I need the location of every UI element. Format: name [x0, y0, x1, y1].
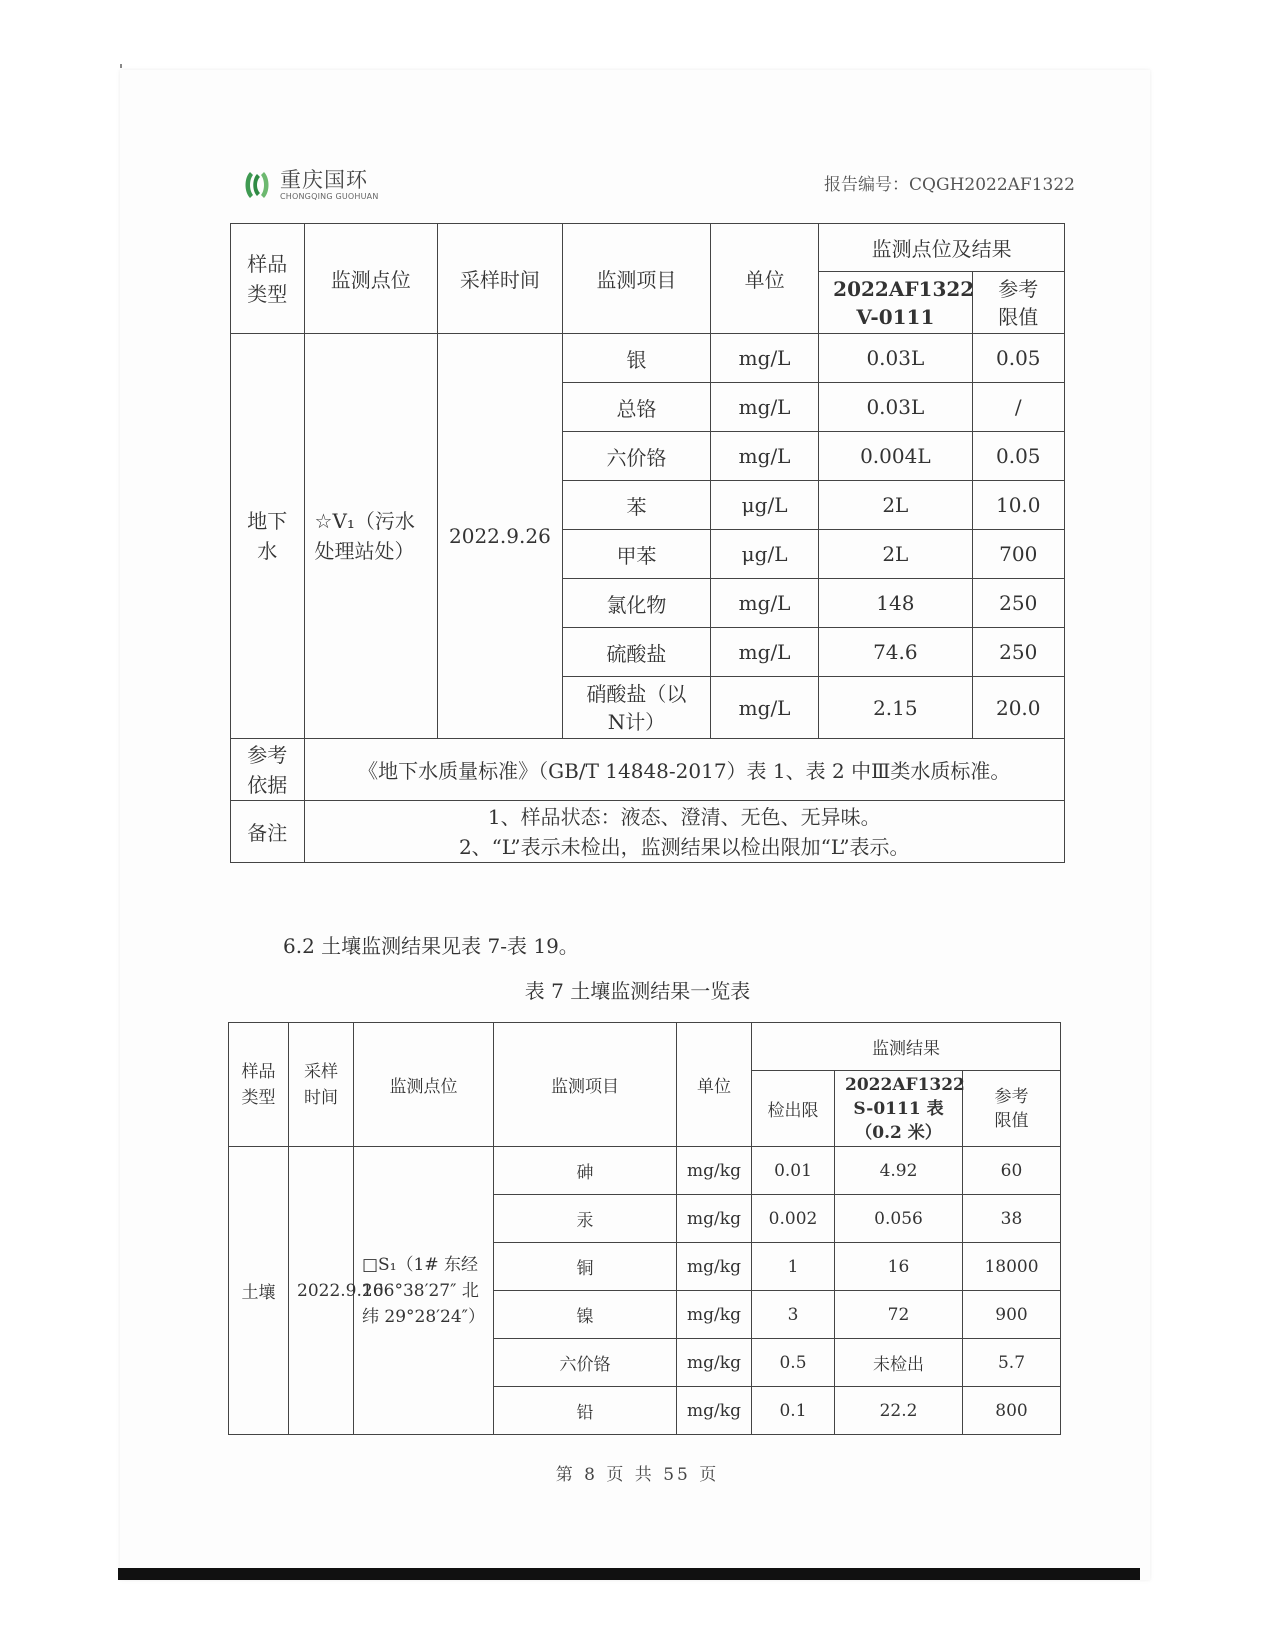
unit-cell: mg/L	[710, 628, 818, 677]
th-unit: 单位	[677, 1023, 752, 1147]
item-cell: 铜	[494, 1243, 677, 1291]
point-cell: □S₁（1# 东经 106°38′27″ 北纬 29°28′24″）	[354, 1147, 494, 1435]
item-cell: 苯	[562, 481, 710, 530]
unit-cell: μg/L	[710, 530, 818, 579]
item-cell: 银	[562, 334, 710, 383]
note-label: 备注	[231, 801, 305, 863]
th-ref-limit: 参考限值	[972, 272, 1064, 334]
time-cell: 2022.9.26	[437, 334, 562, 739]
value-cell: 0.03L	[819, 383, 972, 432]
unit-cell: mg/L	[710, 677, 818, 739]
unit-cell: mg/kg	[677, 1339, 752, 1387]
limit-cell: 0.05	[972, 334, 1064, 383]
sample-type-cell: 地下水	[231, 334, 305, 739]
unit-cell: μg/L	[710, 481, 818, 530]
dl-cell: 3	[752, 1291, 835, 1339]
limit-cell: 250	[972, 579, 1064, 628]
value-cell: 2L	[819, 481, 972, 530]
th-sample-type: 样品类型	[231, 224, 305, 334]
unit-cell: mg/L	[710, 334, 818, 383]
th-sample-id: 2022AF1322 V-0111	[819, 272, 972, 334]
th-ref-limit: 参考限值	[963, 1071, 1061, 1147]
dl-cell: 0.5	[752, 1339, 835, 1387]
th-results: 监测结果	[752, 1023, 1061, 1071]
limit-cell: 38	[963, 1195, 1061, 1243]
table-caption: 表 7 土壤监测结果一览表	[524, 979, 751, 1003]
value-cell: 16	[835, 1243, 963, 1291]
dl-cell: 0.002	[752, 1195, 835, 1243]
th-detect-limit: 检出限	[752, 1071, 835, 1147]
value-cell: 2L	[819, 530, 972, 579]
value-cell: 0.056	[835, 1195, 963, 1243]
limit-cell: /	[972, 383, 1064, 432]
point-cell: ☆V₁（污水处理站处）	[304, 334, 437, 739]
item-cell: 甲苯	[562, 530, 710, 579]
item-cell: 总铬	[562, 383, 710, 432]
dl-cell: 0.01	[752, 1147, 835, 1195]
th-sample-id: 2022AF1322 S-0111 表（0.2 米）	[835, 1071, 963, 1147]
th-point: 监测点位	[354, 1023, 494, 1147]
value-cell: 2.15	[819, 677, 972, 739]
item-cell: 汞	[494, 1195, 677, 1243]
limit-cell: 800	[963, 1387, 1061, 1435]
unit-cell: mg/L	[710, 432, 818, 481]
logo-icon	[240, 168, 274, 202]
value-cell: 0.03L	[819, 334, 972, 383]
value-cell: 22.2	[835, 1387, 963, 1435]
item-cell: 氯化物	[562, 579, 710, 628]
item-cell: 硫酸盐	[562, 628, 710, 677]
logo-cn-text: 重庆国环	[280, 167, 368, 192]
item-cell: 六价铬	[494, 1339, 677, 1387]
dl-cell: 1	[752, 1243, 835, 1291]
page-header	[240, 168, 1075, 208]
unit-cell: mg/kg	[677, 1387, 752, 1435]
value-cell: 未检出	[835, 1339, 963, 1387]
limit-cell: 250	[972, 628, 1064, 677]
limit-cell: 18000	[963, 1243, 1061, 1291]
scan-edge	[118, 1568, 1140, 1580]
item-cell: 硝酸盐（以N计）	[562, 677, 710, 739]
th-unit: 单位	[710, 224, 818, 334]
logo-en-text: CHONGQING GUOHUAN	[280, 191, 379, 201]
th-time: 采样时间	[289, 1023, 354, 1147]
dl-cell: 0.1	[752, 1387, 835, 1435]
value-cell: 74.6	[819, 628, 972, 677]
value-cell: 0.004L	[819, 432, 972, 481]
limit-cell: 700	[972, 530, 1064, 579]
limit-cell: 20.0	[972, 677, 1064, 739]
unit-cell: mg/kg	[677, 1147, 752, 1195]
groundwater-table	[230, 223, 1065, 863]
unit-cell: mg/L	[710, 383, 818, 432]
th-sample-type: 样品类型	[229, 1023, 289, 1147]
limit-cell: 900	[963, 1291, 1061, 1339]
unit-cell: mg/kg	[677, 1195, 752, 1243]
th-time: 采样时间	[437, 224, 562, 334]
item-cell: 镍	[494, 1291, 677, 1339]
company-logo	[240, 168, 379, 202]
ref-label: 参考依据	[231, 739, 305, 801]
note-line-1: 1、样品状态：液态、澄清、无色、无异味。	[487, 804, 881, 829]
time-cell: 2022.9.26	[289, 1147, 354, 1435]
note-line-2: 2、“L”表示未检出，监测结果以检出限加“L”表示。	[458, 834, 910, 859]
sample-type-cell: 土壤	[229, 1147, 289, 1435]
th-item: 监测项目	[562, 224, 710, 334]
report-number: 报告编号：CQGH2022AF1322	[824, 175, 1075, 195]
th-point: 监测点位	[304, 224, 437, 334]
section-paragraph: 6.2 土壤监测结果见表 7-表 19。	[283, 934, 579, 958]
item-cell: 砷	[494, 1147, 677, 1195]
item-cell: 铅	[494, 1387, 677, 1435]
value-cell: 148	[819, 579, 972, 628]
th-results: 监测点位及结果	[819, 224, 1065, 272]
value-cell: 4.92	[835, 1147, 963, 1195]
unit-cell: mg/L	[710, 579, 818, 628]
limit-cell: 5.7	[963, 1339, 1061, 1387]
unit-cell: mg/kg	[677, 1243, 752, 1291]
limit-cell: 10.0	[972, 481, 1064, 530]
limit-cell: 0.05	[972, 432, 1064, 481]
ref-text: 《地下水质量标准》（GB/T 14848-2017）表 1、表 2 中Ⅲ类水质标准。	[304, 739, 1064, 801]
scan-mark	[120, 64, 122, 68]
limit-cell: 60	[963, 1147, 1061, 1195]
value-cell: 72	[835, 1291, 963, 1339]
soil-table	[228, 1022, 1061, 1435]
page-footer: 第 8 页 共 55 页	[555, 1465, 720, 1485]
note-text	[304, 801, 1064, 863]
unit-cell: mg/kg	[677, 1291, 752, 1339]
th-item: 监测项目	[494, 1023, 677, 1147]
item-cell: 六价铬	[562, 432, 710, 481]
